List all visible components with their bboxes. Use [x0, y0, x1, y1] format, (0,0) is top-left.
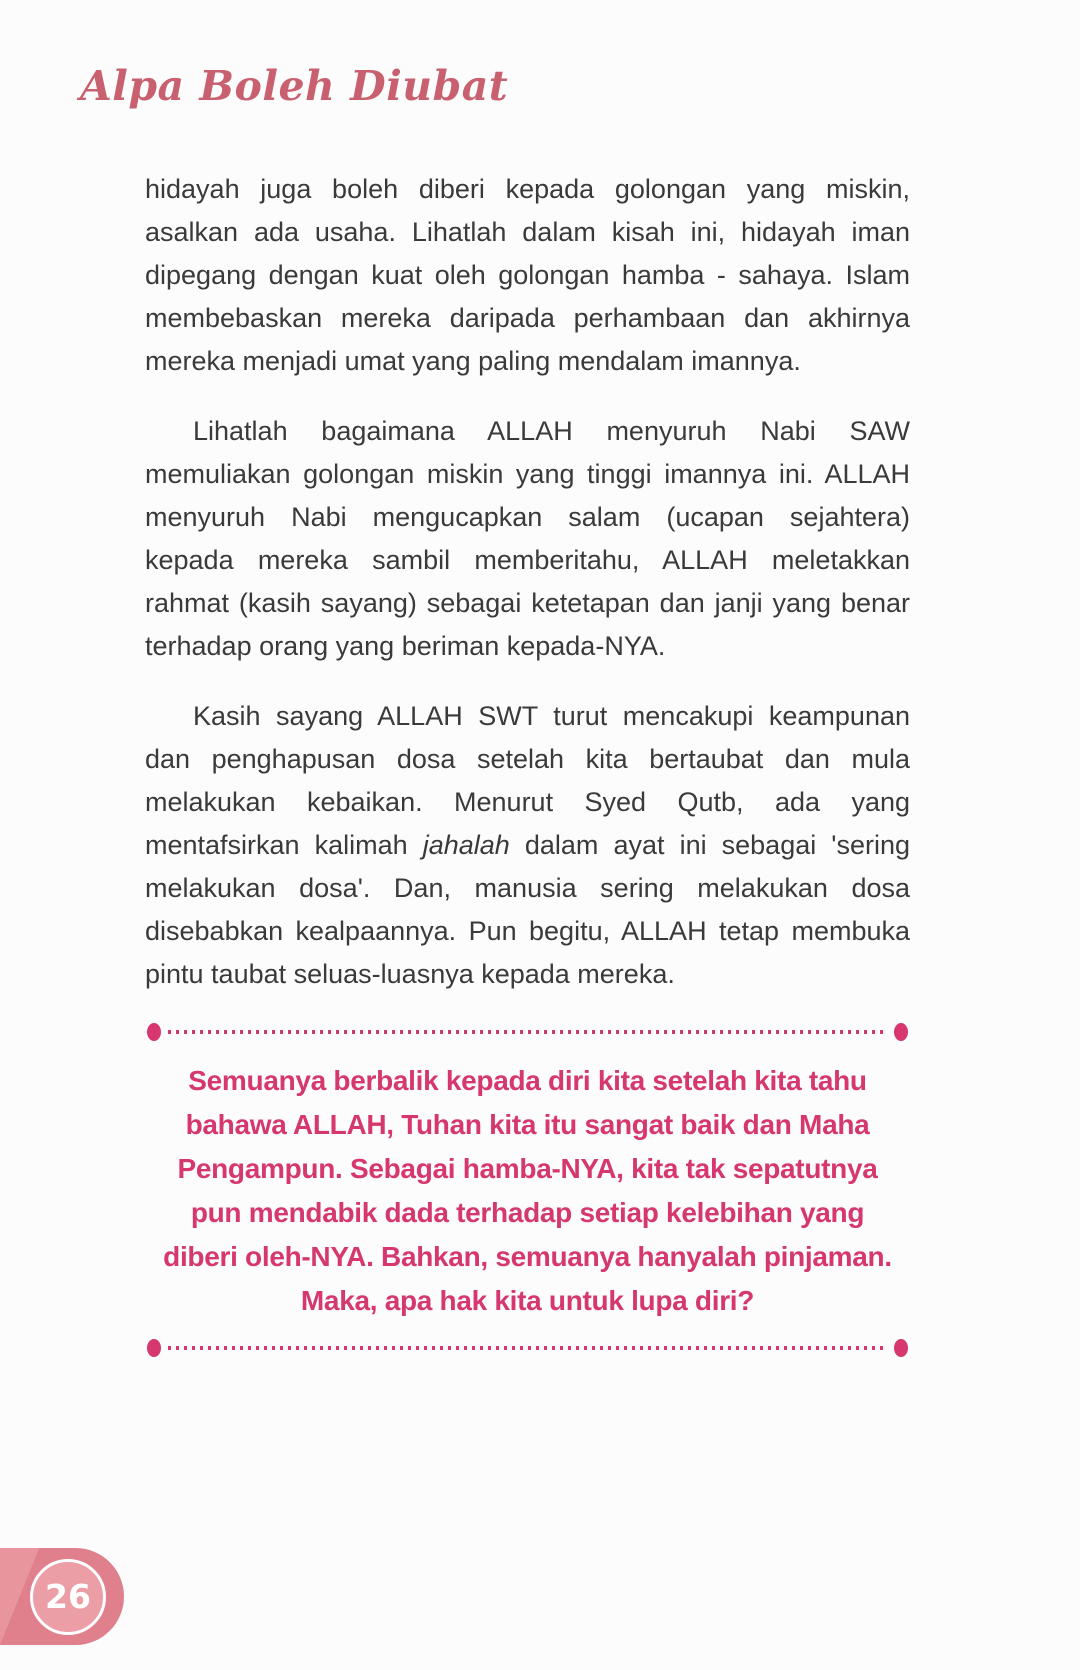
page-number-badge [0, 1548, 124, 1645]
quote-line: Pengampun. Sebagai hamba-NYA, kita tak sepatutnya [177, 1153, 878, 1184]
page-content [145, 168, 910, 1367]
text-run: Lihatlah bagaimana ALLAH menyuruh Nabi SAW memuliakan golongan miskin yang tinggi imannya ini. ALLAH menyuruh Nabi mengucapkan salam (ucapan sejahtera) kepada mereka sambil memberitahu, ALLAH meletakkan rahmat (kasih sayang) sebagai ketetapan dan janji yang benar terhadap orang yang beriman kepada-NYA. [145, 416, 910, 661]
separator-top [147, 1023, 908, 1041]
separator-dot-right-icon [894, 1023, 908, 1041]
quote-block [145, 1059, 910, 1323]
separator-dotted-line [168, 1346, 887, 1350]
quote-line: diberi oleh-NYA. Bahkan, semuanya hanyalah pinjaman. [163, 1241, 892, 1272]
paragraph [145, 168, 910, 383]
italic-term: jahalah [422, 830, 510, 860]
paragraph [145, 695, 910, 996]
paragraph [145, 410, 910, 668]
page-number-circle [30, 1559, 106, 1635]
text-run: hidayah juga boleh diberi kepada golongan yang miskin, asalkan ada usaha. Lihatlah dalam kisah ini, hidayah iman dipegang dengan kuat oleh golongan hamba - sahaya. Islam membebaskan mereka daripada perhambaan dan akhirnya mereka menjadi umat yang paling mendalam imannya. [145, 174, 910, 376]
separator-bottom [147, 1339, 908, 1357]
separator-dot-right-icon [894, 1339, 908, 1357]
page-title: Alpa Boleh Diubat [80, 62, 509, 110]
text-run: dalam ayat ini sebagai 'sering melakukan dosa'. Dan, manusia sering melakukan dosa disebabkan kealpaannya. Pun begitu, ALLAH tetap membuka pintu taubat seluas-luasnya kepada mereka. [145, 830, 910, 989]
text-run: Kasih sayang ALLAH SWT turut mencakupi keampunan dan penghapusan dosa setelah kita bertaubat dan mula melakukan kebaikan. Menurut Syed Qutb, ada yang mentafsirkan kalimah [145, 701, 910, 860]
quote-line: Semuanya berbalik kepada diri kita setelah kita tahu [188, 1065, 867, 1096]
body-text [145, 168, 910, 996]
quote-line: bahawa ALLAH, Tuhan kita itu sangat baik dan Maha [185, 1109, 870, 1140]
quote-line: pun mendabik dada terhadap setiap kelebihan yang [190, 1197, 865, 1228]
page-number: 26 [45, 1577, 91, 1616]
separator-dot-left-icon [147, 1339, 161, 1357]
separator-dot-left-icon [147, 1023, 161, 1041]
separator-dotted-line [168, 1030, 887, 1034]
quote-line: Maka, apa hak kita untuk lupa diri? [300, 1285, 755, 1316]
